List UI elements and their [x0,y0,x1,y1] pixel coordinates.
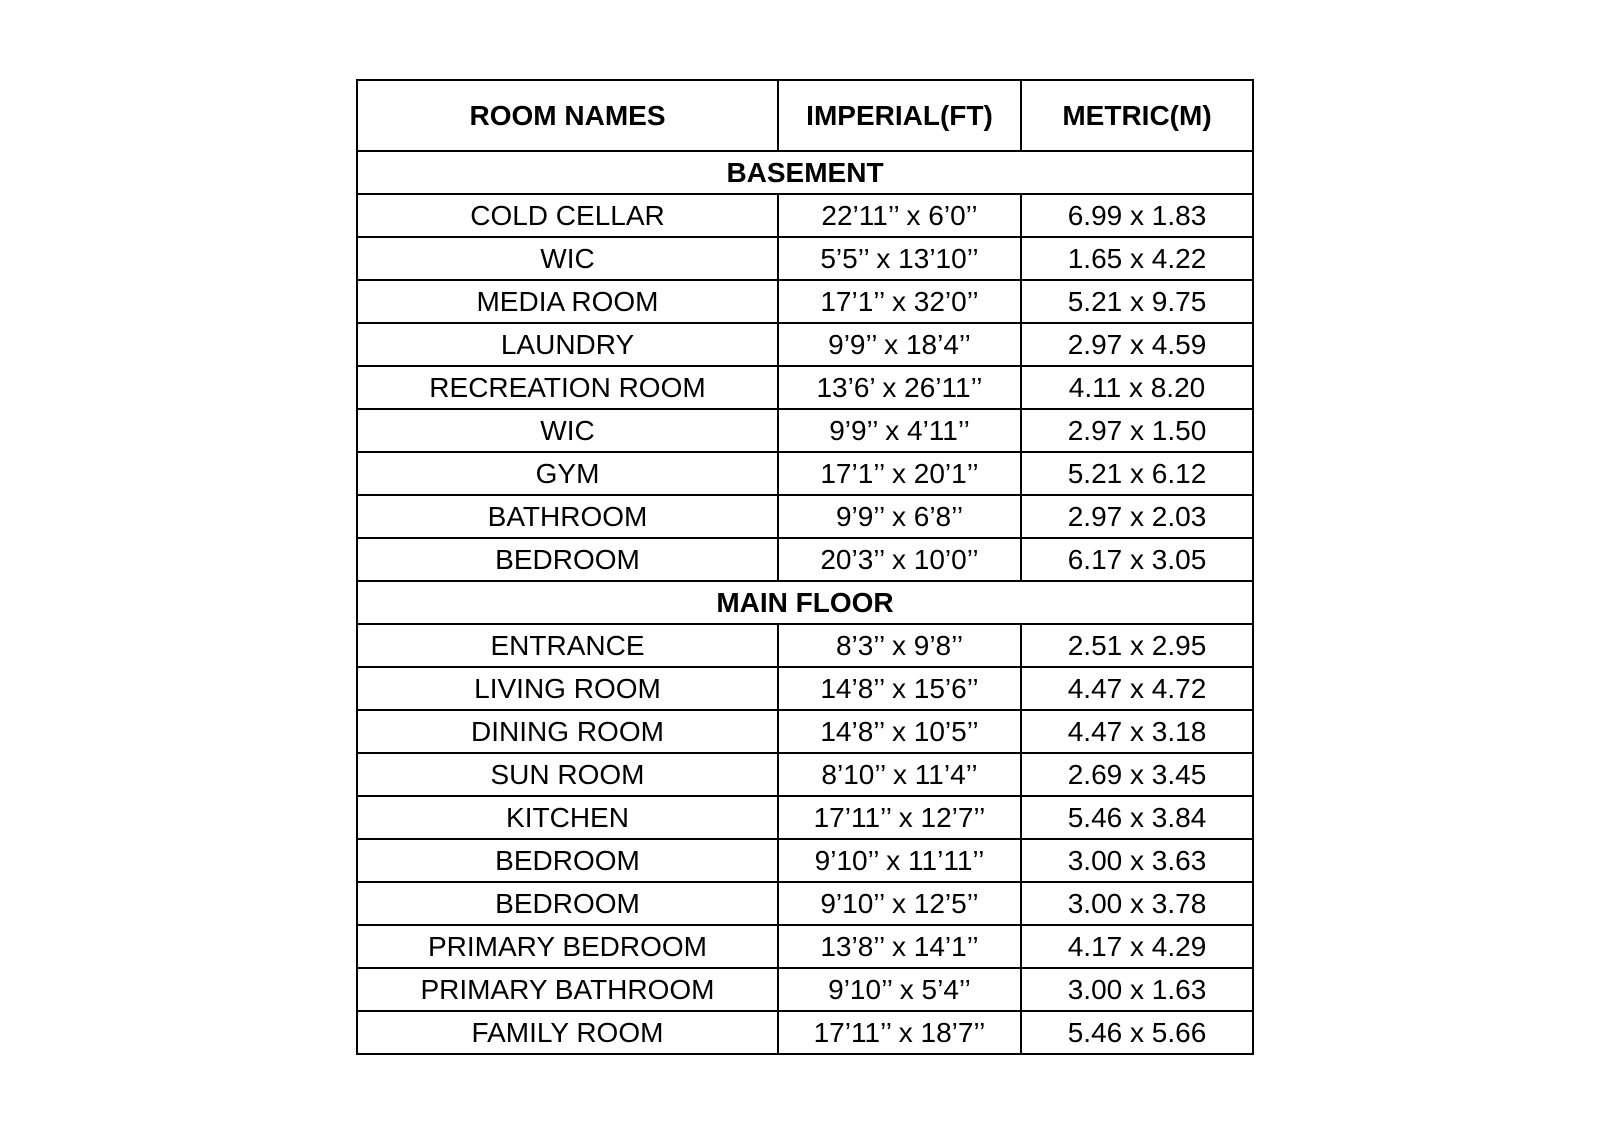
room-name-cell: BEDROOM [357,839,778,882]
metric-cell: 4.47 x 3.18 [1021,710,1253,753]
metric-cell: 4.11 x 8.20 [1021,366,1253,409]
metric-cell: 3.00 x 1.63 [1021,968,1253,1011]
room-name-cell: BATHROOM [357,495,778,538]
metric-cell: 6.17 x 3.05 [1021,538,1253,581]
table-row [357,710,1253,753]
room-name-cell: LAUNDRY [357,323,778,366]
table-row [357,968,1253,1011]
room-name-cell: WIC [357,237,778,280]
imperial-cell: 9’9’’ x 6’8’’ [778,495,1021,538]
table-row [357,366,1253,409]
metric-cell: 2.97 x 4.59 [1021,323,1253,366]
room-dimensions-table [356,79,1254,1055]
header-metric: METRIC(M) [1021,80,1253,151]
room-name-cell: MEDIA ROOM [357,280,778,323]
metric-cell: 3.00 x 3.78 [1021,882,1253,925]
imperial-cell: 9’10’’ x 11’11’’ [778,839,1021,882]
metric-cell: 6.99 x 1.83 [1021,194,1253,237]
table-row [357,452,1253,495]
table-row [357,495,1253,538]
imperial-cell: 17’1’’ x 32’0’’ [778,280,1021,323]
room-name-cell: SUN ROOM [357,753,778,796]
room-name-cell: LIVING ROOM [357,667,778,710]
room-name-cell: BEDROOM [357,882,778,925]
table-row [357,882,1253,925]
imperial-cell: 17’11’’ x 12’7’’ [778,796,1021,839]
table-header [357,80,1253,151]
room-name-cell: GYM [357,452,778,495]
metric-cell: 1.65 x 4.22 [1021,237,1253,280]
room-name-cell: PRIMARY BEDROOM [357,925,778,968]
imperial-cell: 13’8’’ x 14’1’’ [778,925,1021,968]
imperial-cell: 9’10’’ x 12’5’’ [778,882,1021,925]
table-row [357,925,1253,968]
imperial-cell: 9’9’’ x 4’11’’ [778,409,1021,452]
imperial-cell: 14’8’’ x 15’6’’ [778,667,1021,710]
imperial-cell: 8’10’’ x 11’4’’ [778,753,1021,796]
metric-cell: 4.17 x 4.29 [1021,925,1253,968]
imperial-cell: 9’9’’ x 18’4’’ [778,323,1021,366]
room-name-cell: KITCHEN [357,796,778,839]
metric-cell: 2.51 x 2.95 [1021,624,1253,667]
room-name-cell: FAMILY ROOM [357,1011,778,1054]
header-row [357,80,1253,151]
room-name-cell: ENTRANCE [357,624,778,667]
table-row [357,323,1253,366]
room-name-cell: PRIMARY BATHROOM [357,968,778,1011]
imperial-cell: 8’3’’ x 9’8’’ [778,624,1021,667]
table-row [357,667,1253,710]
table-row [357,409,1253,452]
room-name-cell: COLD CELLAR [357,194,778,237]
imperial-cell: 22’11’’ x 6’0’’ [778,194,1021,237]
imperial-cell: 14’8’’ x 10’5’’ [778,710,1021,753]
section-title: BASEMENT [357,151,1253,194]
room-name-cell: RECREATION ROOM [357,366,778,409]
table-row [357,194,1253,237]
table-row [357,753,1253,796]
imperial-cell: 5’5’’ x 13’10’’ [778,237,1021,280]
room-name-cell: WIC [357,409,778,452]
room-name-cell: BEDROOM [357,538,778,581]
metric-cell: 2.97 x 2.03 [1021,495,1253,538]
imperial-cell: 9’10’’ x 5’4’’ [778,968,1021,1011]
table-row [357,237,1253,280]
imperial-cell: 13’6’ x 26’11’’ [778,366,1021,409]
section-title: MAIN FLOOR [357,581,1253,624]
metric-cell: 2.69 x 3.45 [1021,753,1253,796]
table-row [357,538,1253,581]
metric-cell: 5.21 x 6.12 [1021,452,1253,495]
metric-cell: 5.21 x 9.75 [1021,280,1253,323]
table-row [357,839,1253,882]
table-row [357,1011,1253,1054]
imperial-cell: 17’11’’ x 18’7’’ [778,1011,1021,1054]
section-header-row [357,151,1253,194]
metric-cell: 5.46 x 3.84 [1021,796,1253,839]
table-row [357,280,1253,323]
table-row [357,624,1253,667]
room-name-cell: DINING ROOM [357,710,778,753]
section-header-row [357,581,1253,624]
table-body [357,151,1253,1054]
metric-cell: 2.97 x 1.50 [1021,409,1253,452]
header-imperial: IMPERIAL(FT) [778,80,1021,151]
header-room-names: ROOM NAMES [357,80,778,151]
imperial-cell: 17’1’’ x 20’1’’ [778,452,1021,495]
table-row [357,796,1253,839]
metric-cell: 5.46 x 5.66 [1021,1011,1253,1054]
imperial-cell: 20’3’’ x 10’0’’ [778,538,1021,581]
metric-cell: 4.47 x 4.72 [1021,667,1253,710]
metric-cell: 3.00 x 3.63 [1021,839,1253,882]
